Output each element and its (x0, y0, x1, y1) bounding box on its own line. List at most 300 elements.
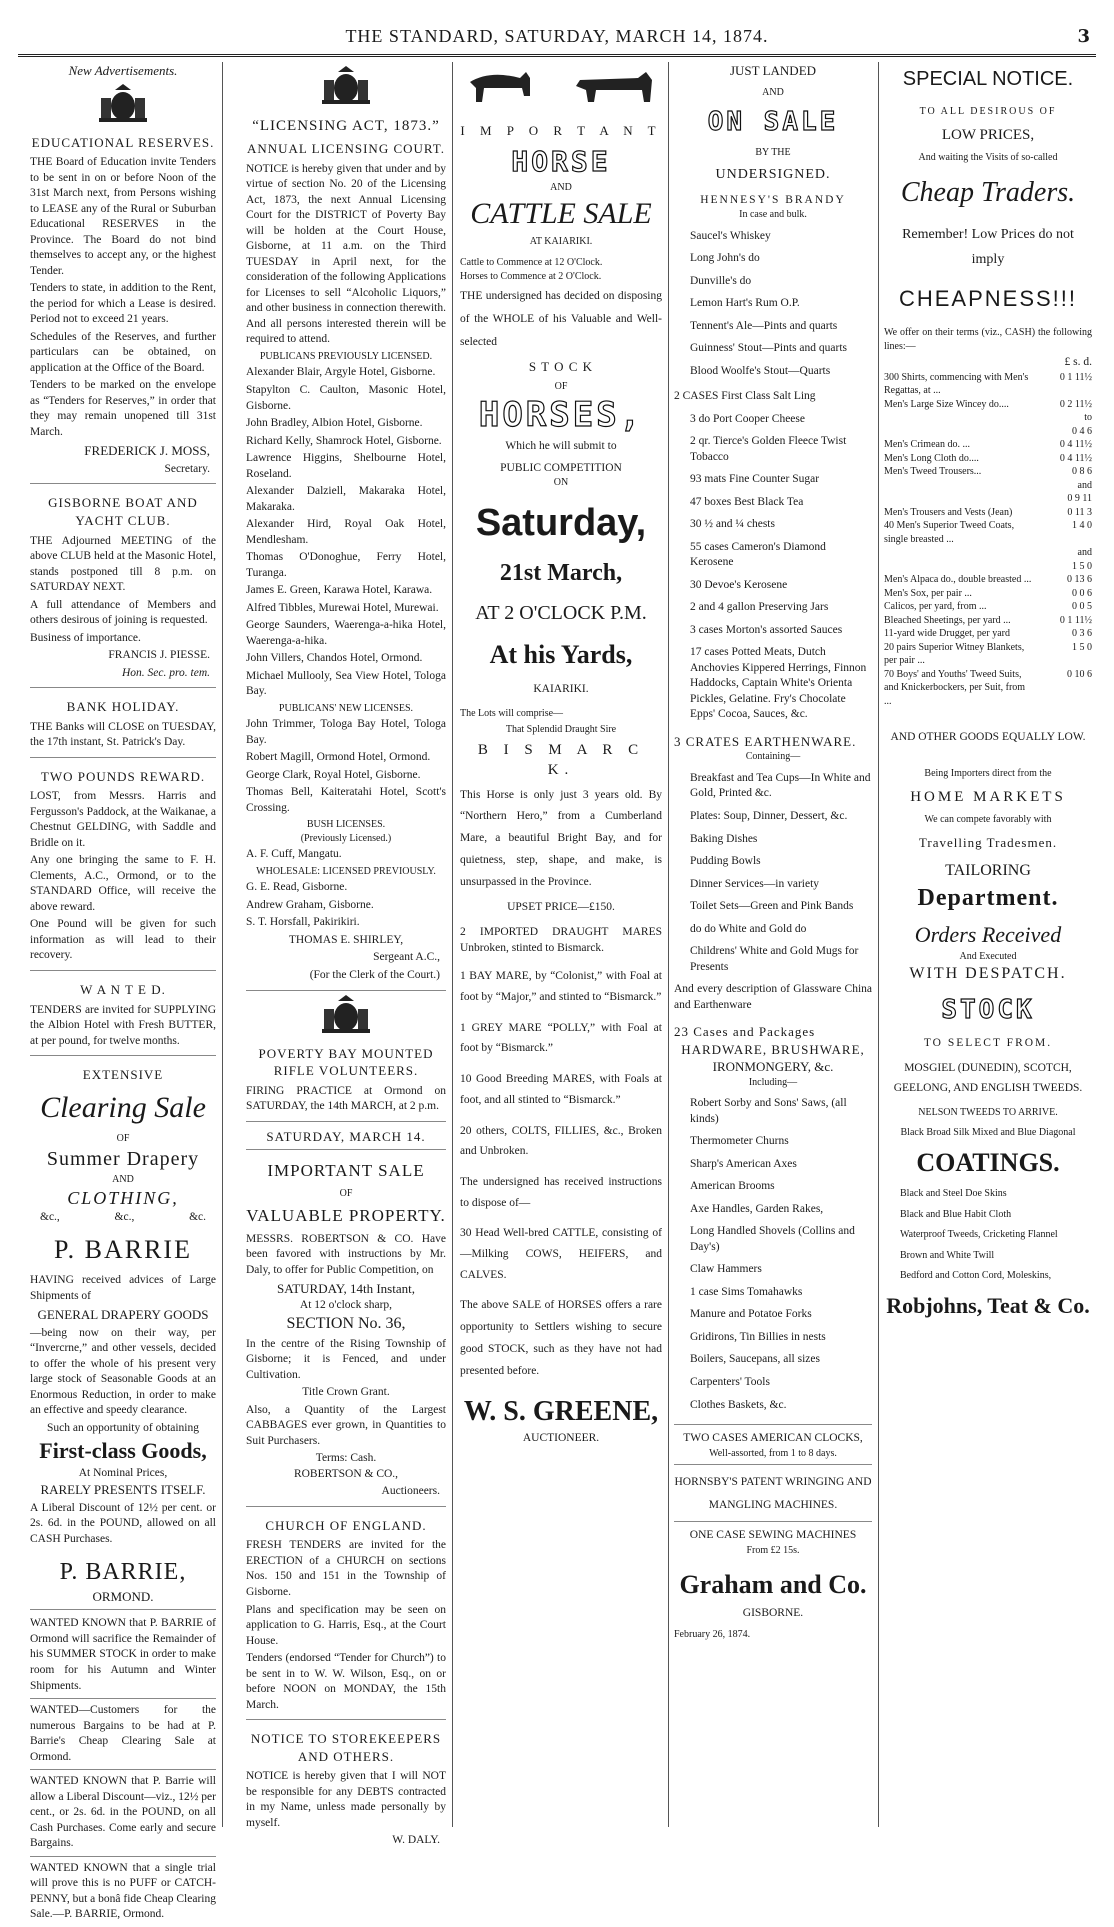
ad-body: We offer on their terms (viz., CASH) the following lines:— (884, 327, 1092, 352)
product-sub: In case and bulk. (739, 209, 807, 221)
list-item: Black and Blue Habit Cloth (900, 1208, 1012, 1220)
auctioneer-title: AUCTIONEER. (522, 1431, 600, 1444)
ad-body: Schedules of the Reserves, and further particulars can be obtained, on application at the Office of the Board. (30, 330, 216, 374)
product-heading: ONE CASE SEWING MACHINES (689, 1529, 857, 1542)
list-item: Guinness' Stout—Pints and quarts (690, 342, 848, 355)
ad-body: THE Board of Education invite Tenders to be sent in on or before Noon of the 31st March next, from Persons wishing to LEASE any of the Rural or Suburban Educational RESERVES in the Province. The Board do not bind themselves to accept any, or the highest Tender. (30, 156, 216, 277)
product-sub: Including— (748, 1076, 798, 1088)
ad-headline: Cheap Traders. (900, 177, 1076, 209)
list-item: Alexander Blair, Argyle Hotel, Gisborne. (246, 366, 436, 379)
auctioneer-name: W. S. GREENE, (463, 1395, 659, 1427)
price-row (884, 587, 1092, 601)
price-item: Men's Large Size Wincey do.... (884, 398, 1009, 410)
list-item: Clothes Baskets, &c. (690, 1398, 787, 1411)
ad-horse-sale (460, 248, 662, 1450)
ad-line: Title Crown Grant. (302, 1386, 390, 1399)
list-item: Breakfast and Tea Cups—In White and Gold, Printed &c. (690, 771, 871, 800)
ad-line: Summer Drapery (46, 1147, 200, 1170)
price-row (884, 371, 1092, 398)
ad-boat-club (30, 488, 216, 688)
ad-line: TAILORING (945, 861, 1031, 879)
firm-name: Robjohns, Teat & Co. (886, 1292, 1090, 1318)
price-value: 0 11 3 (1067, 506, 1092, 518)
list-item: John Trimmer, Tologa Bay Hotel, Tologa Bay. (246, 718, 446, 746)
ad-body: A full attendance of Members and others desirous of joining is requested. (30, 598, 216, 627)
ad-line: CLOTHING, (67, 1188, 179, 1209)
price-row (884, 452, 1092, 466)
price-value: 0 4 11½ (1059, 452, 1092, 464)
price-value: 0 4 11½ (1059, 439, 1092, 451)
list-item: Manure and Potatoe Forks (690, 1308, 812, 1321)
product-heading: 23 Cases and Packages (674, 1024, 816, 1040)
spirits-list (674, 229, 872, 380)
sale-date: 21st March, (499, 560, 623, 587)
list-item: Pudding Bowls (690, 855, 761, 868)
ad-on: ON (553, 477, 569, 489)
etc: &c., (114, 1211, 135, 1224)
price-value: 0 2 11½ (1059, 398, 1092, 410)
masthead (18, 18, 1096, 52)
sale-time: At 12 o'clock sharp, (299, 1298, 393, 1311)
etc: &c., (40, 1211, 60, 1224)
signer-title: Hon. Sec. pro. tem. (121, 666, 210, 679)
ad-date: February 26, 1874. (674, 1628, 751, 1640)
ad-goods: GENERAL DRAPERY GOODS (37, 1307, 209, 1323)
license-list (246, 365, 446, 699)
ad-line: HOME MARKETS (910, 788, 1066, 805)
ad-line: AND OTHER GOODS EQUALLY LOW. (890, 731, 1086, 744)
ad-line: And every description of Glassware China and Earthenware (674, 983, 872, 1011)
ad-educational-reserves (30, 128, 216, 485)
list-item: Dinner Services—in variety (690, 877, 820, 890)
lot: 10 Good Breeding MARES, with Foals at foot, and all stinted to “Bismarck.” (460, 1073, 662, 1106)
list-item: Dunville's do (690, 274, 752, 287)
list-item: 30 Devoe's Kerosene (690, 578, 788, 591)
list-item: James E. Green, Karawa Hotel, Karawa. (246, 584, 433, 597)
price-item: Men's Tweed Trousers... (884, 466, 982, 478)
sale-location: At his Yards, (489, 639, 633, 669)
lot: 1 BAY MARE, by “Colonist,” with Foal at foot by “Major,” and stinted to “Bismarck.” (460, 970, 662, 1004)
price-item: Men's Alpaca do., double breasted ... (884, 574, 1032, 586)
royal-crest-icon (316, 995, 376, 1035)
price-row (884, 641, 1092, 668)
list-item: Thomas Bell, Kaiteratahi Hotel, Scott's Crossing. (246, 786, 446, 814)
ad-line: Terms: Cash. (315, 1452, 377, 1465)
ad-line: We can compete favorably with (924, 813, 1052, 825)
ad-kicker: JUST LANDED (729, 63, 817, 78)
ad-wanted (30, 975, 216, 1056)
ad-body: In the centre of the Rising Township of Gisborne; it is Fenced, and under Cultivation. (246, 1337, 446, 1381)
ad-line: LOW PRICES, (941, 126, 1035, 143)
ad-body: THE Banks will CLOSE on TUESDAY, the 17th instant, St. Patrick's Day. (30, 720, 216, 749)
ad-line: Remember! Low Prices do not imply (902, 227, 1074, 268)
ad-title: VALUABLE PROPERTY. (246, 1205, 446, 1225)
ad-headline: ON SALE (707, 107, 839, 138)
price-row (884, 465, 1092, 479)
ad-wanted-known: WANTED KNOWN that P. Barrie will allow a Liberal Discount—viz., 12½ per cent., or 2s. 6d. in the POUND, on all Cash Purchases. Come early and secure Bargains. (30, 1772, 216, 1857)
ad-of: OF (339, 1188, 353, 1200)
list-item: do do White and Gold do (690, 922, 807, 935)
ad-title: EDUCATIONAL RESERVES. (31, 134, 215, 150)
ad-line: MOSGIEL (DUNEDIN), SCOTCH, GEELONG, AND ENGLISH TWEEDS. (893, 1062, 1083, 1094)
ad-line: PUBLIC COMPETITION (500, 461, 622, 474)
column-divider (452, 62, 453, 1827)
merchant-name: P. BARRIE (54, 1234, 192, 1264)
list-item: Lawrence Higgins, Shelbourne Hotel, Roseland. (246, 452, 446, 480)
hardware-list (674, 1096, 872, 1413)
ad-body: —being now on their way, per “Invercrne,” and other vessels, decided to offer the whole of his present very large stock of Seasonable Goods at an Enormous Reduction, in order to make an effective and speedy clearance. (30, 1326, 216, 1417)
price-value: 1 4 0 (1072, 520, 1092, 532)
ad-title: BANK HOLIDAY. (66, 699, 180, 715)
list-item: Thomas O'Donoghue, Ferry Hotel, Turanga. (246, 551, 446, 579)
column-divider (222, 62, 223, 1827)
sale-section: SECTION No. 36, (286, 1315, 406, 1333)
price-row (884, 546, 1092, 560)
price-value: 0 8 6 (1072, 466, 1092, 478)
ad-line: Cattle to Commence at 12 O'Clock. (460, 257, 603, 269)
price-item: Men's Long Cloth do.... (884, 452, 979, 464)
ad-reward (30, 762, 216, 971)
ad-body: THE Adjourned MEETING of the above CLUB held at the Masonic Hotel, stands postponed till 8 p.m. on SATURDAY NEXT. (30, 534, 216, 594)
ad-body: One Pound will be given for such information as will lead to their recovery. (30, 918, 216, 962)
signer: FREDERICK J. MOSS, (84, 443, 210, 459)
firm-place: GISBORNE. (742, 1607, 804, 1620)
ad-title: “LICENSING ACT, 1873.” (252, 118, 440, 134)
ad-line: First-class Goods, (39, 1438, 207, 1464)
ad-line: That Splendid Draught Sire (505, 723, 617, 735)
price-value: to (1084, 412, 1092, 424)
list-item: G. E. Read, Gisborne. (246, 881, 348, 894)
ad-body: MESSRS. ROBERTSON & CO. Have been favored with instructions by Mr. Daly, to offer for Public Competition, on (246, 1232, 446, 1276)
ad-line: Horses to Commence at 2 O'Clock. (460, 270, 602, 282)
price-value: 0 10 6 (1067, 668, 1092, 680)
price-item: 40 Men's Superior Tweed Coats, single breasted ... (884, 520, 1015, 545)
price-row (884, 573, 1092, 587)
signer: ROBERTSON & CO., (293, 1467, 399, 1480)
column-1 (30, 62, 216, 1921)
price-value: 1 5 0 (1072, 641, 1092, 653)
list-item: Childrens' White and Gold Mugs for Presents (690, 945, 859, 973)
ad-subtitle: ANNUAL LICENSING COURT. (246, 141, 446, 157)
ad-line: TO SELECT FROM. (923, 1036, 1053, 1049)
list-heading: BUSH LICENSES. (306, 819, 386, 831)
price-item: 11-yard wide Drugget, per yard (884, 628, 1010, 640)
sale-day: Saturday, (475, 501, 647, 544)
list-item: Alexander Dalziell, Makaraka Hotel, Makaraka. (246, 485, 446, 513)
signer: W. DALY. (392, 1834, 440, 1847)
signer-title: Sergeant A.C., (373, 951, 440, 964)
list-item: Axe Handles, Garden Rakes, (690, 1202, 824, 1215)
list-item: Gridirons, Tin Billies in nests (690, 1330, 826, 1343)
page-number: 3 (1077, 26, 1090, 47)
ad-line: NELSON TWEEDS TO ARRIVE. (918, 1107, 1058, 1119)
lot: 2 IMPORTED DRAUGHT MARES Unbroken, stinted to Bismarck. (460, 926, 662, 954)
ad-headline: Department. (917, 884, 1059, 911)
price-value: and (1077, 479, 1092, 491)
ad-line: Travelling Tradesmen. (918, 835, 1058, 851)
ad-body: Also, a Quantity of the Largest CABBAGES ever grown, in Quantities to Suit Purchasers. (246, 1403, 446, 1447)
price-item: Men's Sox, per pair ... (884, 587, 972, 599)
ad-body: Plans and specification may be seen on application to G. Harris, Esq., at the Court House. (246, 1603, 446, 1647)
list-item: Waterproof Tweeds, Cricketing Flannel (900, 1229, 1058, 1241)
column-2 (246, 62, 446, 1847)
ad-body: This Horse is only just 3 years old. By “Northern Hero,” from a Cumberland Mare, a beautiful Bright Bay, and for quietness, step, shape, and make, is unsurpassed in the Province. (460, 788, 662, 888)
ad-title: IMPORTANT SALE (267, 1161, 425, 1181)
signer-title: (For the Clerk of the Court.) (309, 968, 440, 981)
list-item: 47 boxes Best Black Tea (690, 495, 804, 508)
lot: 30 Head Well-bred CATTLE, consisting of—Milking COWS, HEIFERS, and CALVES. (460, 1227, 662, 1281)
list-item: 3 do Port Cooper Cheese (690, 412, 805, 425)
ad-wanted-known: WANTED KNOWN that P. BARRIE of Ormond will sacrifice the Remainder of his SUMMER STOCK in order to make room for his Autumn and Winter Shipments. (30, 1614, 216, 1699)
ad-title: GISBORNE BOAT AND YACHT CLUB. (48, 495, 198, 528)
sale-date: SATURDAY, 14th Instant, (277, 1281, 415, 1297)
list-item: Richard Kelly, Shamrock Hotel, Gisborne. (246, 434, 442, 447)
list-item: Black and Steel Doe Skins (900, 1188, 1007, 1200)
price-row (884, 492, 1092, 506)
ad-headline: CHEAPNESS!!! (898, 286, 1078, 312)
column-divider (878, 62, 879, 1827)
newspaper-title: THE STANDARD, SATURDAY, MARCH 14, 1874. (345, 26, 769, 46)
column-3 (460, 62, 662, 1827)
ad-kicker: I M P O R T A N T (460, 122, 662, 138)
list-heading: PUBLICANS PREVIOUSLY LICENSED. (259, 350, 433, 362)
ad-body: The above SALE of HORSES offers a rare opportunity to Settlers wishing to secure good STOCK, such as they have not had presented before. (460, 1299, 662, 1377)
product-heading: IRONMONGERY, &c. (712, 1059, 834, 1075)
list-item: George Saunders, Waerenga-a-hika Hotel, Waerenga-a-hika. (246, 619, 446, 647)
horse-and-bull-icon (460, 62, 662, 112)
merchant-name: P. BARRIE, (59, 1558, 187, 1585)
ad-line: And waiting the Visits of so-called (918, 151, 1058, 163)
ad-church (246, 1511, 446, 1720)
list-item: Blood Woolfe's Stout—Quarts (690, 364, 831, 377)
fabric-list (884, 1187, 1092, 1283)
license-list (246, 880, 446, 931)
ad-body: FRESH TENDERS are invited for the ERECTION of a CHURCH on sections Nos. 150 and 151 in the Township of Gisborne. (246, 1539, 446, 1598)
sale-time: AT 2 O'CLOCK P.M. (475, 601, 647, 624)
price-row (884, 600, 1092, 614)
firm-name: Graham and Co. (679, 1570, 867, 1600)
ad-line: Which he will submit to (505, 440, 617, 453)
product-heading: 2 CASES First Class Salt Ling (674, 390, 816, 403)
price-row (884, 506, 1092, 520)
product-heading: TWO CASES AMERICAN CLOCKS, (683, 1432, 863, 1445)
list-item: 1 case Sims Tomahawks (690, 1285, 803, 1298)
lot: 20 others, COLTS, FILLIES, &c., Broken and Unbroken. (460, 1124, 662, 1158)
list-item: Alexander Hird, Royal Oak Hotel, Mendlesham. (246, 518, 446, 546)
ad-headline: HORSE (511, 145, 611, 179)
product-heading: HENNESY'S BRANDY (700, 193, 846, 206)
list-item: Bedford and Cotton Cord, Moleskins, (900, 1270, 1052, 1282)
list-item: 30 ½ and ¼ chests (690, 518, 775, 531)
ad-line: WITH DESPATCH. (909, 965, 1067, 983)
ad-on-sale (674, 191, 872, 1426)
royal-crest-icon (316, 66, 376, 106)
goods-list (674, 412, 872, 723)
price-value: 0 4 6 (1072, 425, 1092, 437)
ad-headline: Orders Received (914, 921, 1062, 947)
price-value: 0 0 5 (1072, 601, 1092, 613)
price-value: 0 9 11 (1067, 493, 1092, 505)
price-value: and (1077, 547, 1092, 559)
ad-of: OF (116, 1133, 130, 1145)
price-value: 1 5 0 (1072, 560, 1092, 572)
list-item: John Bradley, Albion Hotel, Gisborne. (246, 417, 423, 430)
list-item: John Villers, Chandos Hotel, Ormond. (246, 652, 423, 665)
list-item: S. T. Horsfall, Pakirikiri. (246, 916, 360, 929)
ad-headline: Clearing Sale (40, 1090, 206, 1124)
signer: THOMAS E. SHIRLEY, (288, 933, 404, 946)
ad-bank-holiday (30, 692, 216, 758)
price-value: 0 0 6 (1072, 587, 1092, 599)
ad-headline: HORSES, (478, 395, 644, 436)
ad-body: Tenders to state, in addition to the Rent, the period for which a Lease is desired. Period not to exceed 21 years. (30, 282, 216, 326)
price-item: 20 pairs Superior Witney Blankets, per pair ... (884, 641, 1025, 667)
price-item: Men's Trousers and Vests (Jean) (884, 506, 1013, 518)
ad-title: W A N T E D. (80, 981, 166, 997)
list-item: Saucel's Whiskey (690, 229, 771, 242)
price-value: 0 13 6 (1067, 574, 1092, 586)
ad-and: AND (550, 181, 572, 193)
upset-price: UPSET PRICE—£150. (507, 900, 615, 913)
ad-line: S T O C K (528, 359, 594, 375)
column-5 (884, 62, 1092, 1827)
ad-notice (246, 1724, 446, 1855)
ad-body: THE undersigned has decided on disposing of the WHOLE of his Valuable and Well-selected (460, 290, 662, 349)
ad-important-sale (246, 1154, 446, 1507)
ad-body: Tenders (endorsed “Tender for Church”) to be sent in to W. W. Wilson, Esq., on or before NOON on MONDAY, the 15th March. (246, 1652, 446, 1711)
list-heading: WHOLESALE: LICENSED PREVIOUSLY. (256, 865, 436, 877)
list-item: Sharp's American Axes (690, 1157, 797, 1170)
lot: 1 GREY MARE “POLLY,” with Foal at foot by “Bismarck.” (460, 1021, 662, 1055)
price-row (884, 438, 1092, 452)
price-row (884, 627, 1092, 641)
list-item: 3 cases Morton's assorted Sauces (690, 623, 843, 636)
price-item: 300 Shirts, commencing with Men's Regattas, at ... (884, 371, 1029, 397)
list-item: Brown and White Twill (900, 1249, 995, 1261)
ad-body: TENDERS are invited for SUPPLYING the Albion Hotel with Fresh BUTTER, at per pound, for twelve months. (30, 1003, 216, 1047)
list-heading: PUBLICANS' NEW LICENSES. (278, 702, 414, 714)
ad-line: Such an opportunity of obtaining (46, 1421, 200, 1434)
product-heading: HARDWARE, BRUSHWARE, (681, 1041, 865, 1057)
ad-body: LOST, from Messrs. Harris and Fergusson's Paddock, at the Waikanae, a Chestnut GELDING, with Saddle and Bridle on it. (30, 790, 216, 849)
price-item: Men's Crimean do. ... (884, 439, 970, 451)
ad-body: HAVING received advices of Large Shipments of (30, 1274, 216, 1302)
royal-crest-icon (93, 84, 153, 124)
ad-body: The undersigned has received instructions to dispose of— (460, 1175, 662, 1209)
ad-headline: SPECIAL NOTICE. (902, 68, 1074, 90)
signer: FRANCIS J. PIESSE. (108, 649, 210, 662)
list-item: A. F. Cuff, Mangatu. (246, 848, 342, 861)
list-item: Alfred Tibbles, Murewai Hotel, Murewai. (246, 601, 439, 614)
ad-body: A Liberal Discount of 12½ per cent. or 2s. 6d. in the POUND, allowed on all CASH Purchases. (30, 1501, 216, 1545)
ad-licensing (246, 110, 446, 991)
ad-body: NOTICE is hereby given that under and by virtue of section No. 20 of the Licensing Act, 1873, the next Annual Licensing Court for the DISTRICT of Poverty Bay will be holden at the Court House, Gisborne, at 11 a.m. on the Third TUESDAY in April next, for the consideration of the following Applications for Licenses to sell “Alcoholic Liquors,” and other business in connection therewith. And all persons interested therein will be required to attend. (246, 162, 446, 346)
ad-rifle-volunteers (246, 1039, 446, 1122)
ad-hornsby: HORNSBY'S PATENT WRINGING AND MANGLING MACHINES. (674, 1469, 872, 1522)
list-item: 93 mats Fine Counter Sugar (690, 473, 820, 486)
list-item: Andrew Graham, Gisborne. (246, 898, 374, 911)
price-item: Calicos, per yard, from ... (884, 601, 987, 613)
ad-body: Business of importance. (30, 631, 141, 644)
ad-title: TWO POUNDS REWARD. (40, 768, 206, 784)
ad-title: NOTICE TO STOREKEEPERS AND OTHERS. (250, 1731, 442, 1764)
list-item: Michael Mullooly, Sea View Hotel, Tologa Bay. (246, 669, 446, 698)
price-value: 0 3 6 (1072, 628, 1092, 640)
price-row (884, 519, 1092, 546)
price-list (884, 371, 1092, 709)
list-item: Baking Dishes (690, 832, 758, 845)
ad-place: ORMOND. (92, 1588, 154, 1604)
list-item: Boilers, Saucepans, all sizes (690, 1353, 820, 1366)
ad-sewing (674, 1526, 872, 1645)
list-item: Robert Magill, Ormond Hotel, Ormond. (246, 751, 431, 764)
ad-line: Black Broad Silk Mixed and Blue Diagonal (900, 1126, 1076, 1138)
ad-wanted-known: WANTED KNOWN that a single trial will prove this is no PUFF or CATCH-PENNY, but a bonâ fide Cheap Clearing Sale.—P. BARRIE, Ormond. (30, 1861, 216, 1921)
ad-headline: STOCK (941, 994, 1035, 1025)
earthenware-list (674, 771, 872, 975)
product-sub: Containing— (745, 751, 801, 763)
price-row (884, 398, 1092, 412)
ad-headline: COATINGS. (916, 1148, 1060, 1178)
list-item: 17 cases Potted Meats, Dutch Anchovies Kippered Herrings, Finnon Haddocks, Captain White's Orienta Pickles, Gelatine. Fry's Chocolate Epps' Cocoa, Sauces, &c. (690, 646, 867, 721)
list-item: 55 cases Cameron's Diamond Kerosene (690, 540, 826, 569)
ad-title: CHURCH OF ENGLAND. (265, 1517, 427, 1533)
license-list (246, 847, 446, 863)
ad-headline: CATTLE SALE (470, 197, 652, 231)
list-item: Tennent's Ale—Pints and quarts (690, 319, 838, 332)
masthead-rule (18, 54, 1096, 57)
ad-of: OF (554, 380, 568, 392)
license-list (246, 717, 446, 816)
list-item: Plates: Soup, Dinner, Dessert, &c. (690, 810, 848, 822)
product-heading: 3 CRATES EARTHENWARE. (674, 733, 857, 749)
ad-line: UNDERSIGNED. (715, 166, 831, 182)
ad-line: At Nominal Prices, (78, 1466, 168, 1479)
price-value: 0 1 11½ (1059, 371, 1092, 383)
ad-clocks (674, 1429, 872, 1465)
list-item: Thermometer Churns (690, 1135, 789, 1148)
list-item: Toilet Sets—Green and Pink Bands (690, 900, 854, 913)
list-item: Stapylton C. Caulton, Masonic Hotel, Gisborne. (246, 384, 446, 412)
sire-name: B I S M A R C K. (477, 742, 645, 779)
list-item: 2 qr. Tierce's Golden Fleece Twist Tobacco (690, 435, 847, 463)
column-4 (674, 62, 872, 1827)
ad-body: NOTICE is hereby given that I will NOT be responsible for any DEBTS contracted in my Name, unless made personally by myself. (246, 1770, 446, 1829)
ad-line: TO ALL DESIROUS OF (919, 106, 1057, 117)
list-item: Long Handled Shovels (Collins and Day's) (690, 1225, 855, 1253)
list-item: Claw Hammers (690, 1263, 762, 1276)
list-item: Robert Sorby and Sons' Saws, (all kinds) (690, 1097, 847, 1125)
list-item: American Brooms (690, 1180, 775, 1193)
product-sub: Well-assorted, from 1 to 8 days. (709, 1447, 837, 1459)
ad-and: AND (112, 1173, 134, 1185)
ad-place: KAIARIKI. (533, 682, 589, 695)
list-item: Carpenters' Tools (690, 1376, 770, 1388)
product-sub: From £2 15s. (746, 1544, 800, 1556)
ad-line: RARELY PRESENTS ITSELF. (40, 1482, 206, 1498)
ad-kicker: EXTENSIVE (82, 1067, 164, 1083)
price-item: 70 Boys' and Youths' Tweed Suits, and Knickerbockers, per Suit, from ... (884, 668, 1026, 707)
ad-body: Any one bringing the same to F. H. Clements, A.C., Ormond, or to the STANDARD Office, will receive the above reward. (30, 854, 216, 913)
signer-title: Auctioneers. (381, 1485, 440, 1498)
list-item: Lemon Hart's Rum O.P. (690, 297, 800, 310)
ad-body: Tenders to be marked on the envelope as “Tenders for Reserves,” in order that they may remain unopened till 31st March. (30, 379, 216, 438)
price-item: Bleached Sheetings, per yard ... (884, 614, 1011, 626)
list-heading: (Previously Licensed.) (300, 832, 392, 844)
price-value: 0 1 11½ (1059, 614, 1092, 626)
date-heading: SATURDAY, MARCH 14. (246, 1126, 446, 1151)
price-row (884, 614, 1092, 628)
